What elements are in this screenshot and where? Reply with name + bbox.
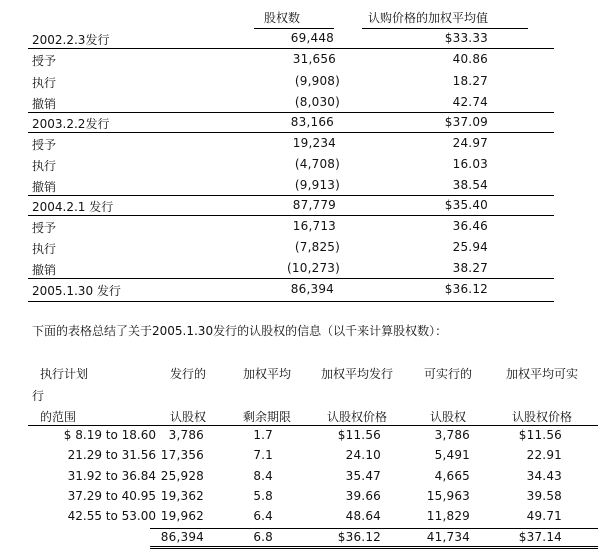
total-term: 6.8 (253, 530, 273, 544)
row-label: 执行 (32, 242, 57, 256)
header-range-2: 行 (32, 389, 45, 403)
header-issued-1: 发行的 (169, 367, 206, 381)
total-issued: 86,394 (160, 530, 204, 544)
divider (28, 48, 554, 49)
header-range-3: 的范围 (40, 410, 77, 424)
cell-issued: 25,928 (160, 469, 204, 483)
cell-issued: 17,356 (160, 448, 204, 462)
cell-exercisable: 15,963 (426, 489, 470, 503)
row-price: 40.86 (452, 52, 488, 66)
row-price: 38.54 (452, 178, 488, 192)
row-label: 撤销 (32, 263, 57, 277)
cell-range: 21.29 to 31.56 (67, 448, 156, 462)
header-exercisable-2: 认股权 (429, 410, 466, 424)
cell-ex-price: 49.71 (526, 509, 562, 523)
divider (28, 132, 554, 133)
divider (28, 278, 554, 279)
row-shares: (7,825) (294, 240, 340, 254)
header-term-2: 剩余期限 (242, 410, 291, 424)
header-divider (28, 425, 598, 426)
total-divider (150, 528, 598, 529)
row-price: 18.27 (452, 74, 488, 88)
divider (28, 195, 554, 196)
row-shares: (8,030) (294, 95, 340, 109)
row-shares: 87,779 (292, 198, 336, 212)
cell-range: 42.55 to 53.00 (67, 509, 156, 523)
row-label: 2002.2.3发行 (32, 33, 110, 47)
row-shares: (10,273) (287, 261, 340, 275)
cell-term: 6.4 (253, 509, 273, 523)
cell-range: 31.92 to 36.84 (67, 469, 156, 483)
cell-price: 35.47 (345, 469, 381, 483)
row-shares: 69,448 (290, 31, 334, 45)
row-label: 执行 (32, 76, 57, 90)
header-underline-shares (254, 28, 334, 29)
row-price: $35.40 (444, 198, 488, 212)
cell-range: 37.29 to 40.95 (67, 489, 156, 503)
cell-issued: 19,362 (160, 489, 204, 503)
row-label: 执行 (32, 159, 57, 173)
header-shares: 股权数 (264, 11, 301, 25)
row-label: 授予 (32, 54, 57, 68)
header-ex-price-1: 加权平均可实 (505, 367, 578, 381)
row-shares: (9,908) (294, 74, 340, 88)
cell-price: 48.64 (345, 509, 381, 523)
row-price: $36.12 (444, 282, 488, 296)
cell-range: $ 8.19 to 18.60 (63, 428, 156, 442)
header-exercisable-1: 可实行的 (423, 367, 472, 381)
cell-ex-price: $11.56 (518, 428, 562, 442)
cell-ex-price: 34.43 (526, 469, 562, 483)
row-label: 撤销 (32, 97, 57, 111)
total-exercisable: 41,734 (426, 530, 470, 544)
cell-exercisable: 5,491 (434, 448, 470, 462)
header-wavg-price-2: 认股权价格 (326, 410, 387, 424)
cell-price: 24.10 (345, 448, 381, 462)
cell-term: 7.1 (253, 448, 273, 462)
row-label: 授予 (32, 221, 57, 235)
bottom-divider-1 (150, 546, 598, 547)
row-price: 42.74 (452, 95, 488, 109)
header-weighted-price: 认购价格的加权平均值 (368, 11, 489, 25)
row-label: 撤销 (32, 180, 57, 194)
total-ex-price: $37.14 (518, 530, 562, 544)
header-term-1: 加权平均 (242, 367, 291, 381)
divider (28, 112, 554, 113)
row-shares: 83,166 (290, 115, 334, 129)
divider (28, 215, 554, 216)
cell-issued: 3,786 (168, 428, 204, 442)
header-issued-2: 认股权 (169, 410, 206, 424)
bottom-divider-2 (150, 548, 598, 549)
row-shares: 19,234 (292, 136, 336, 150)
cell-price: $11.56 (337, 428, 381, 442)
cell-exercisable: 3,786 (434, 428, 470, 442)
row-label: 2003.2.2发行 (32, 117, 110, 131)
row-price: 25.94 (452, 240, 488, 254)
row-price: 16.03 (452, 157, 488, 171)
row-label: 授予 (32, 138, 57, 152)
header-range-1: 执行计划 (40, 367, 89, 381)
total-price: $36.12 (337, 530, 381, 544)
cell-price: 39.66 (345, 489, 381, 503)
cell-ex-price: 39.58 (526, 489, 562, 503)
cell-exercisable: 11,829 (426, 509, 470, 523)
row-shares: 86,394 (290, 282, 334, 296)
row-price: 24.97 (452, 136, 488, 150)
row-price: $37.09 (444, 115, 488, 129)
cell-exercisable: 4,665 (434, 469, 470, 483)
cell-ex-price: 22.91 (526, 448, 562, 462)
row-label: 2005.1.30 发行 (32, 284, 121, 298)
row-shares: 31,656 (292, 52, 336, 66)
row-shares: 16,713 (292, 219, 336, 233)
divider (28, 301, 554, 302)
header-wavg-price-1: 加权平均发行 (320, 367, 393, 381)
cell-term: 8.4 (253, 469, 273, 483)
header-underline-price (362, 28, 528, 29)
row-price: 36.46 (452, 219, 488, 233)
row-shares: (9,913) (294, 178, 340, 192)
row-shares: (4,708) (294, 157, 340, 171)
header-ex-price-2: 认股权价格 (511, 410, 572, 424)
row-price: 38.27 (452, 261, 488, 275)
cell-issued: 19,962 (160, 509, 204, 523)
cell-term: 5.8 (253, 489, 273, 503)
cell-term: 1.7 (253, 428, 273, 442)
summary-note: 下面的表格总结了关于2005.1.30发行的认股权的信息（以千来计算股权数）： (32, 324, 448, 338)
row-price: $33.33 (444, 31, 488, 45)
row-label: 2004.2.1 发行 (32, 200, 114, 214)
